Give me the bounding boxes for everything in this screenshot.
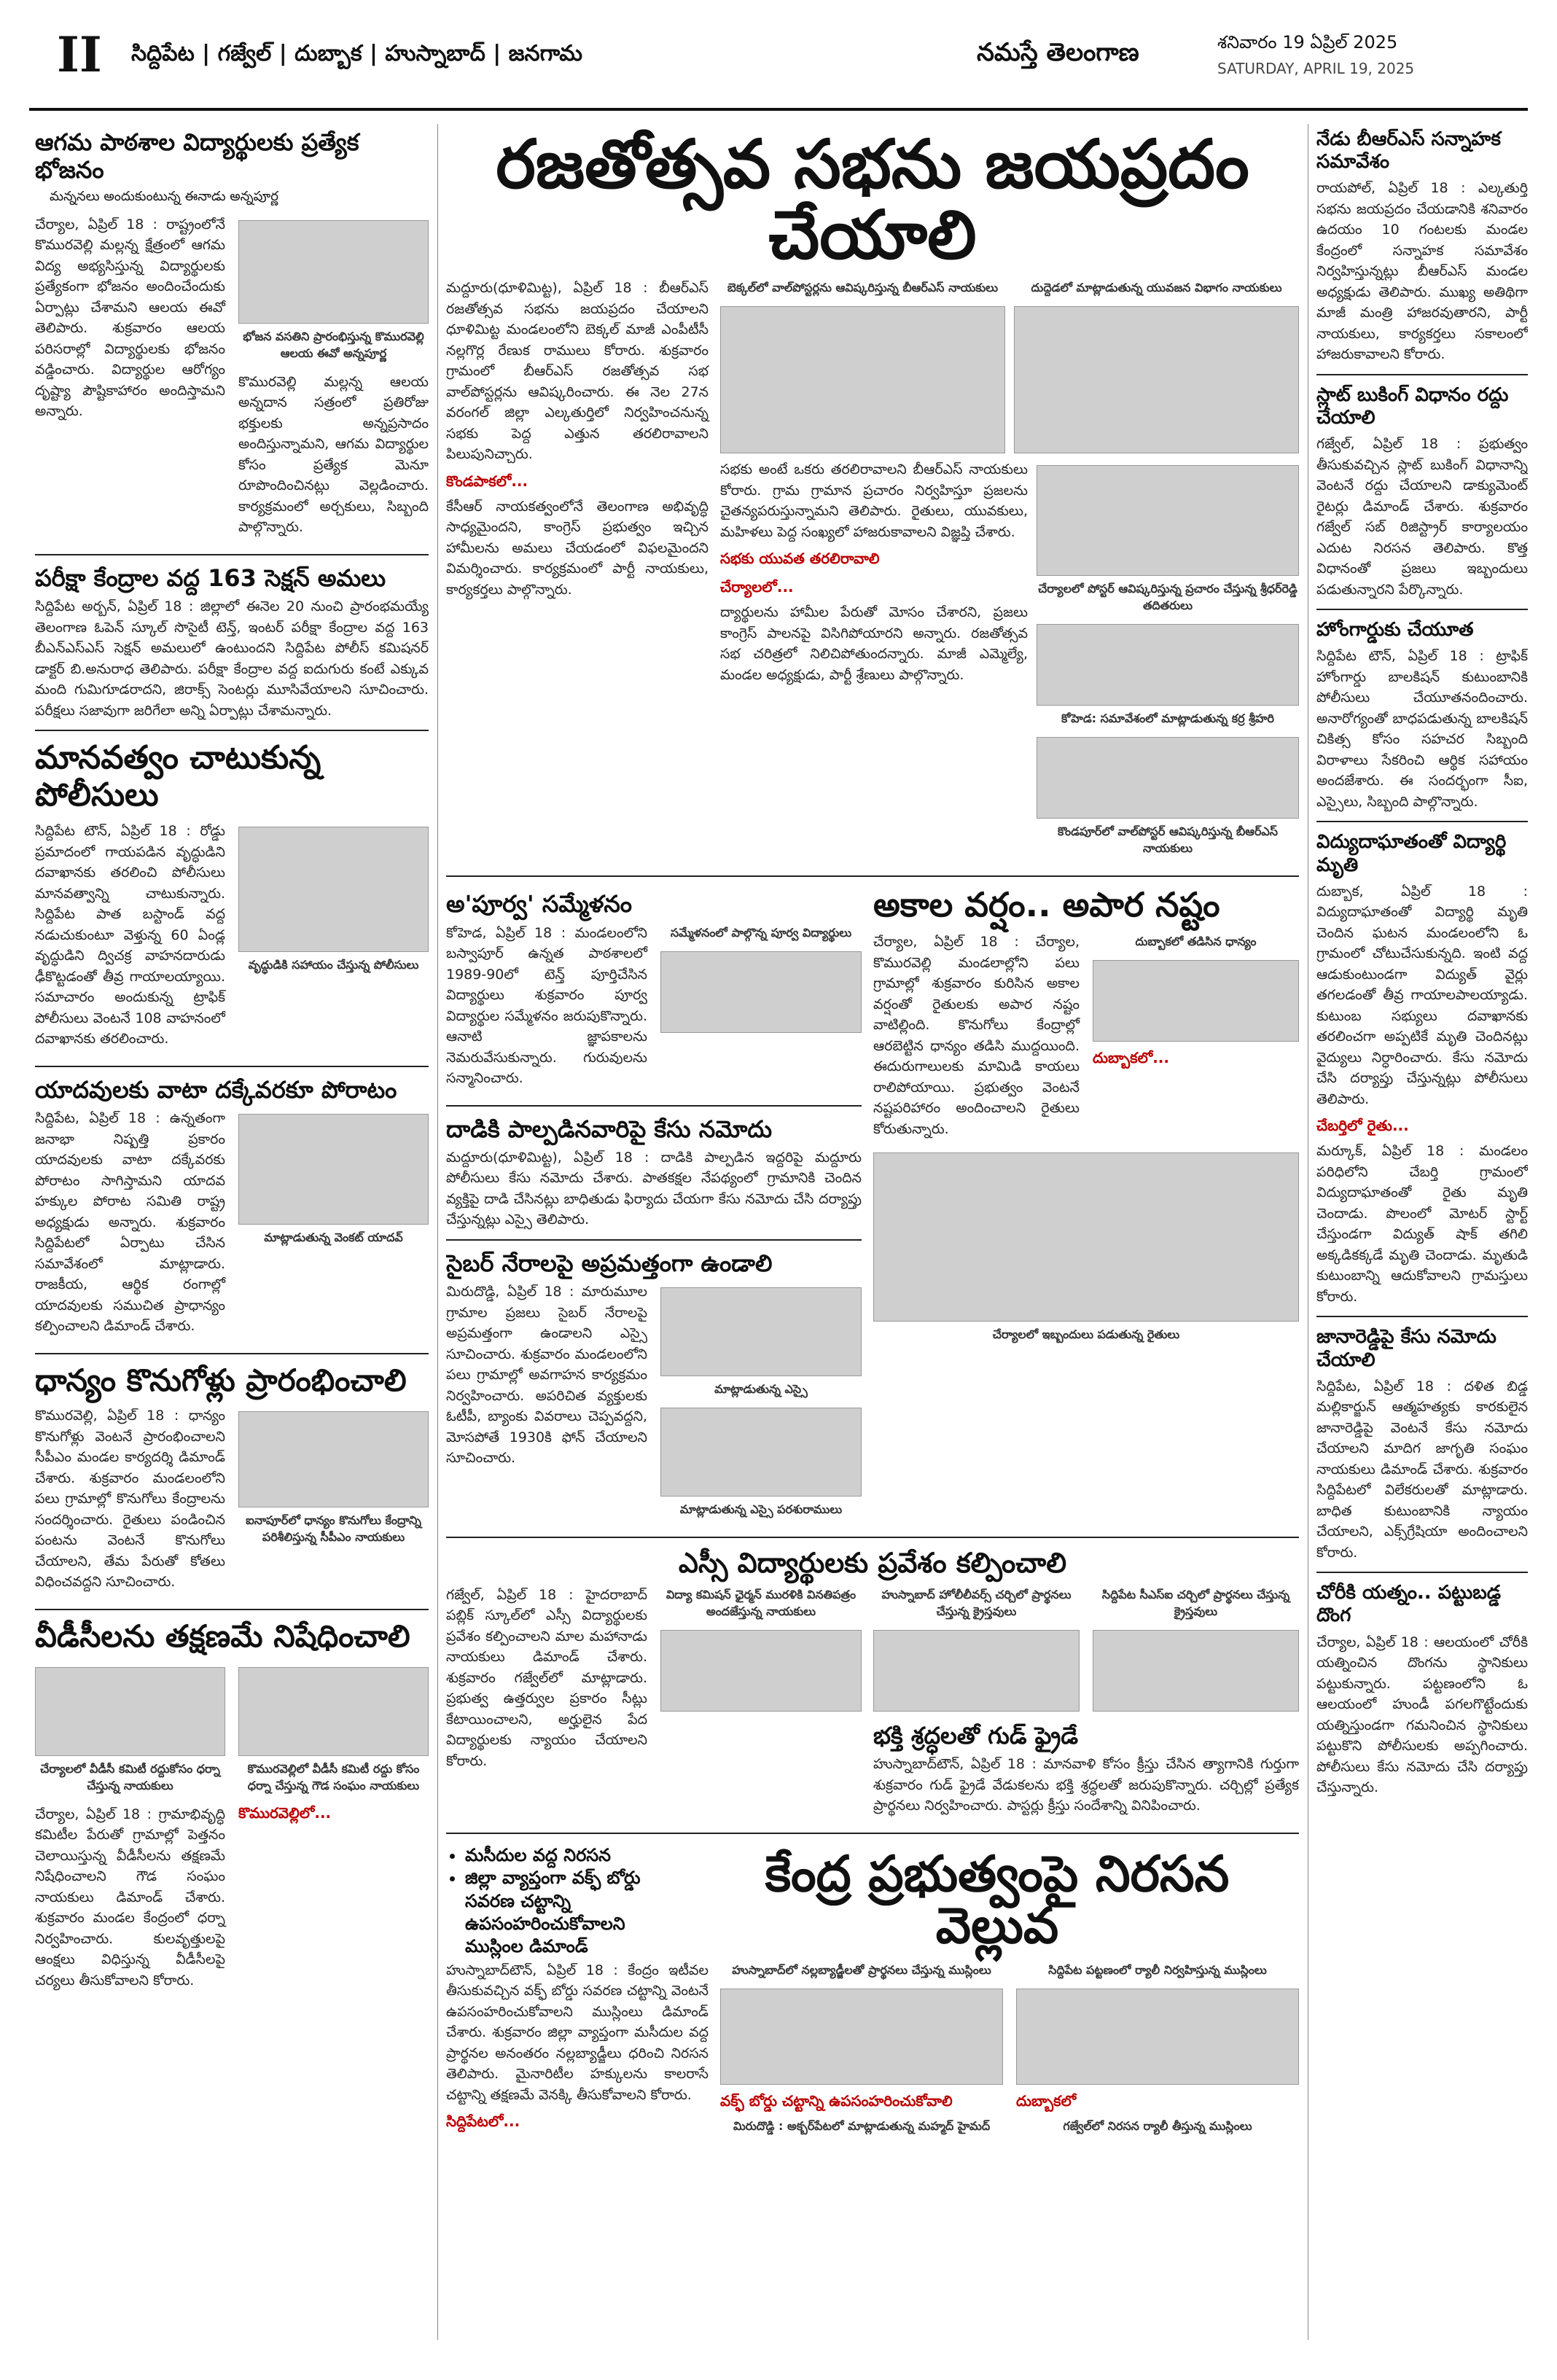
article-sc-students [446,1547,1299,1580]
photo [660,1408,862,1497]
deck-bullet: • మసీదుల వద్ద నిరసన [465,1844,684,1867]
article-text: గజ్వేల్, ఏప్రిల్ 18 : ప్రభుత్వం తీసుకువచ్చిన స్లాట్ బుకింగ్ విధానాన్ని వెంటనే రద్దు చేయాలని డాక్యుమెంట్ రైటర్లు డిమాండ్ చేశారు. శుక్రవారం గజ్వేల్ సబ్ రిజిస్ట్రార్ కార్యాలయం ఎదుట నిరసన తెలిపారు. కొత్త విధానంతో ప్రజలు ఇబ్బందులు పడుతున్నారని పేర్కొన్నారు. [1316,436,1528,598]
date-telugu: శనివారం 19 ఏప్రిల్ 2025 [1217,32,1398,52]
article-good-friday [873,1585,1299,1817]
article-exam-centres [35,564,429,721]
photo-caption: చేర్యాలలో వీడీసీ కమిటీ రద్దుకోసం ధర్నా చేస్తున్న నాయకులు [40,1761,220,1792]
headline: యాదవులకు వాటా దక్కేవరకూ పోరాటం [35,1075,397,1104]
photo [1037,737,1299,819]
middle-column [446,124,1299,2347]
photo [238,220,429,324]
article-text: రాయపోల్, ఏప్రిల్ 18 : ఎల్కతుర్తి సభను జయప్రదం చేయడానికి శనివారం ఉదయం 10 గంటలకు మండల కేంద్రంలో సన్నాహక సమావేశం నిర్వహిస్తున్నట్లు బీఆర్ఎస్ మండల అధ్యక్షుడు తెలిపారు. ముఖ్య అతిథిగా మాజీ మంత్రి హాజరవుతారని, పార్టీ నాయకులు, కార్యకర్తలు సకాలంలో హాజరుకావాలని కోరారు. [1316,180,1528,363]
headline: స్లాట్ బుకింగ్ విధానం రద్దు చేయాలి [1316,383,1509,429]
article-reunion [446,890,862,1096]
subhead: చేర్యాలలో... [720,578,794,596]
photo-caption: మిరుదొడ్డి : అక్బర్‌పేటలో మాట్లాడుతున్న మహ్మద్ హైమద్ [733,2118,991,2133]
article-text: సిద్దిపేట అర్బన్, ఏప్రిల్ 18 : జిల్లాలో ఈనెల 20 నుంచి ప్రారంభమయ్యే తెలంగాణ ఓపెన్ స్కూల్ సొసైటీ టెన్త్, ఇంటర్ పరీక్షా కేంద్రాల వద్ద 163 బీఎన్ఎస్ఎస్ సెక్షన్ అమలులో ఉంటుందని సిద్దిపేట పోలీస్ కమిషనర్ డాక్టర్ బి.అనురాధ తెలిపారు. పరీక్షా కేంద్రాల వద్ద ఐదుగురు కంటే ఎక్కువ మంది గుమిగూడరాదని, జిరాక్స్ సెంటర్లు మూసివేయాలని సూచించారు. పరీక్షలు సజావుగా జరిగేలా అన్ని ఏర్పాట్లు చేశామన్నారు. [35,598,429,719]
photo-caption: మాట్లాడుతున్న ఎస్సై [714,1382,808,1397]
divider [1316,374,1528,375]
photo [873,1630,1080,1712]
photo [238,1411,429,1507]
photo [1093,960,1299,1042]
photo-caption: కొండపూర్‌లో వాల్‌పోస్టర్ ఆవిష్కరిస్తున్న బీఆర్ఎస్ నాయకులు [1057,824,1279,856]
lead-headline: రజతోత్సవ సభను జయప్రదం చేయాలి [496,125,1249,274]
divider [35,554,429,555]
photo-caption: కోహెడ: సమావేశంలో మాట్లాడుతున్న కర్ర శ్రీహరి [1061,711,1274,726]
photo-caption: బెక్కల్‌లో వాల్‌పోస్టర్లను ఆవిష్కరిస్తున్న బీఆర్ఎస్ నాయకులు [727,281,999,295]
subhead: సభకు యువత తరలిరావాలి [720,550,880,568]
photo-caption: హుస్నాబాద్‌లో నల్లబ్యాడ్జీలతో ప్రార్థనలు చేస్తున్న ముస్లింలు [732,1962,991,1977]
subhead: వక్ఫ్ బోర్డు చట్టాన్ని ఉపసంహరించుకోవాలి [720,2091,953,2110]
divider [1316,821,1528,822]
article-homeguard [1316,619,1528,812]
article-text: కొమురవెల్లి మల్లన్న ఆలయ అన్నదాన సత్రంలో ప్రతిరోజు భక్తులకు అన్నప్రసాదం అందిస్తున్నామని, ఆగమ విద్యార్థుల కోసం ప్రత్యేక మెనూ రూపొందించినట్లు వెల్లడించారు. కార్యక్రమంలో అర్చకులు, సిబ్బంది పాల్గొన్నారు. [238,373,429,536]
section-names: సిద్దిపేట | గజ్వేల్ | దుబ్బాక | హుస్నాబాద్ | జనగామ [131,41,583,66]
divider [446,1833,1299,1834]
headline: జానారెడ్డిపై కేసు నమోదు చేయాలి [1316,1326,1496,1371]
photo-caption: దుబ్బాకలో తడిసిన ధాన్యం [1135,935,1257,949]
left-column [35,124,429,2347]
photo [238,827,429,952]
newspaper-brand: నమస్తే తెలంగాణ [977,38,1139,67]
headline: సైబర్ నేరాలపై అప్రమత్తంగా ఉండాలి [446,1249,773,1277]
divider [1316,1316,1528,1317]
photo-caption: సమ్మేళనంలో పాల్గొన్న పూర్వ విద్యార్థులు [670,925,852,940]
photo [1016,1989,1299,2085]
article-text: మద్దూరు(ధూళిమిట్ట), ఏప్రిల్ 18 : దాడికి పాల్పడిన ఇద్దరిపై మద్దూరు పోలీసులు కేసు నమోదు చేశారు. పాతకక్షల నేపథ్యంలో గ్రామానికి చెందిన వ్యక్తిపై దాడి చేసినట్లు బాధితుడు ఫిర్యాదు చేయగా కేసు నమోదు చేసి దర్యాప్తు చేస్తున్నట్లు ఎస్సై తెలిపారు. [446,1149,862,1228]
headline: కేంద్ర ప్రభుత్వంపై నిరసన వెల్లువ [765,1845,1230,1956]
headline: వీడీసీలను తక్షణమే నిషేధించాలి [35,1618,410,1654]
photo-caption: మాట్లాడుతున్న ఎస్సై పరశురాములు [679,1502,843,1517]
photo-caption: సిద్దిపేట సీఎస్ఐ చర్చిలో ప్రార్థనలు చేస్తున్న క్రైస్తవులు [1101,1587,1290,1618]
divider [35,1353,429,1354]
article-vdc [35,1619,429,1999]
article-case-demand [1316,1326,1528,1563]
headline: నేడు బీఆర్ఎస్ సన్నాహక సమావేశం [1316,128,1501,173]
divider [1316,609,1528,610]
article-grain [35,1363,429,1600]
article-yadav [35,1076,429,1344]
photo [1037,465,1299,576]
photo [720,306,1005,453]
photo [1093,1630,1299,1712]
article-text: కేసీఆర్ నాయకత్వంలోనే తెలంగాణ అభివృద్ధి సాధ్యమైందని, కాంగ్రెస్ ప్రభుత్వం ఇచ్చిన హామీలను అమలు చేయడంలో విఫలమైందని విమర్శించారు. కార్యక్రమంలో పార్టీ నాయకులు, కార్యకర్తలు పాల్గొన్నారు. [446,498,709,598]
divider [35,730,429,731]
subhead: కొమురవెల్లిలో... [238,1803,332,1822]
subhead: చేబర్తిలో రైతు... [1316,1117,1409,1135]
photo-caption: కొమురవెల్లిలో వీడీసీ కమిటీ రద్దు కోసం ధర్నా చేస్తున్న గౌడ సంఘం నాయకులు [247,1761,420,1792]
photo [238,1114,429,1225]
deck-bullet: • జిల్లా వ్యాప్తంగా వక్ఫ్ బోర్డు సవరణ చట్టాన్ని ఉపసంహరించుకోవాలని ముస్లింల డిమాండ్ [465,1867,684,1958]
divider [446,1105,862,1107]
date-english: SATURDAY, APRIL 19, 2025 [1217,60,1415,77]
page-number: II [57,26,102,83]
headline: ఎస్సీ విద్యార్థులకు ప్రవేశం కల్పించాలి [678,1547,1067,1580]
photo [720,1989,1003,2085]
photo-caption: గజ్వేల్‌లో నిరసన ర్యాలీ తీస్తున్న ముస్లింలు [1063,2118,1252,2133]
divider [35,1609,429,1610]
deck-bullets [446,1844,684,1958]
divider [35,1066,429,1067]
article-cyber [446,1249,862,1528]
headline: భక్తి శ్రద్ధలతో గుడ్ ఫ్రైడే [873,1721,1079,1749]
article-text: దుబ్బాక, ఏప్రిల్ 18 : విద్యుదాఘాతంతో విద్యార్థి మృతి చెందిన ఘటన మండలంలోని ఓ గ్రామంలో చోటుచేసుకున్నది. ఇంటి వద్ద ఆడుకుంటుండగా విద్యుత్ వైర్లు తగలడంతో తీవ్ర గాయాలపాలయ్యాడు. కుటుంబ సభ్యులు దవాఖానకు తరలించగా అప్పటికే మృతి చెందినట్లు వైద్యులు నిర్ధారించారు. కేసు నమోదు చేసి దర్యాప్తు చేస్తున్నట్లు పోలీసులు తెలిపారు. [1316,883,1528,1107]
headline: అకాల వర్షం.. అపార నష్టం [873,885,1220,925]
article-text: గజ్వేల్, ఏప్రిల్ 18 : హైదరాబాద్ పబ్లిక్ స్కూల్‌లో ఎస్సీ విద్యార్థులకు ప్రవేశం కల్పించాలని మాల మహానాడు నాయకులు డిమాండ్ చేశారు. శుక్రవారం గజ్వేల్‌లో మాట్లాడారు. ప్రభుత్వ ఉత్తర్వుల ప్రకారం సీట్లు కేటాయించాలని, అర్హులైన పేద విద్యార్థులకు న్యాయం చేయాలని కోరారు. [446,1586,647,1769]
article-text: కోహెడ, ఏప్రిల్ 18 : మండలంలోని బస్వాపూర్ ఉన్నత పాఠశాలలో 1989-90లో టెన్త్ పూర్తిచేసిన విద్యార్థులు శుక్రవారం పూర్వ విద్యార్థుల సమ్మేళనం జరుపుకొన్నారు. ఆనాటి జ్ఞాపకాలను నెమరువేసుకున్నారు. గురువులను సన్మానించారు. [446,924,647,1087]
photo [238,1667,429,1756]
photo-caption: చేర్యాలలో పోస్టర్ ఆవిష్కరిస్తున్న ప్రచారం చేస్తున్న శ్రీధర్‌రెడ్డి తదితరులు [1038,582,1298,613]
masthead-rule [29,108,1528,111]
article-text: కొమురవెల్లి, ఏప్రిల్ 18 : ధాన్యం కొనుగోళ్లు వెంటనే ప్రారంభించాలని సీపీఎం మండల కార్యదర్శి డిమాండ్ చేశారు. శుక్రవారం మండలంలోని పలు గ్రామాల్లో కొనుగోలు కేంద్రాలను సందర్శించారు. రైతులు పండించిన పంటను వెంటనే కొనుగోలు చేయాలని, తేమ పేరుతో కోతలు విధించవద్దని సూచించారు. [35,1408,225,1591]
headline: దాడికి పాల్పడినవారిపై కేసు నమోదు [446,1115,773,1143]
article-text: చేర్యాల, ఏప్రిల్ 18 : ఆలయంలో చోరీకి యత్నించిన దొంగను స్థానికులు పట్టుకున్నారు. పట్టణంలోని ఓ ఆలయంలో హుండీ పగలగొట్టేందుకు యత్నిస్తుండగా గమనించిన స్థానికులు పట్టుకొని పోలీసులకు అప్పగించారు. పోలీసులు కేసు నమోదు చేసి దర్యాప్తు చేస్తున్నారు. [1316,1634,1528,1796]
headline: మానవత్వం చాటుకున్న పోలీసులు [35,739,321,814]
photo-caption: దుద్దెడలో మాట్లాడుతున్న యువజన విభాగం నాయకులు [1031,281,1282,295]
photo [1037,624,1299,706]
photo [660,1630,862,1712]
photo-caption: ఐనాపూర్‌లో ధాన్యం కొనుగోలు కేంద్రాన్ని పరిశీలిస్తున్న సీపీఎం నాయకులు [246,1513,421,1545]
subhead: సిద్దిపేటలో... [446,2112,520,2131]
article-text: చేర్యాల, ఏప్రిల్ 18 : గ్రామాభివృద్ధి కమిటీల పేరుతో గ్రామాల్లో పెత్తనం చెలాయిస్తున్న వీడీసీలను తక్షణమే నిషేధించాలని గౌడ సంఘం నాయకులు డిమాండ్ చేశారు. శుక్రవారం మండల కేంద్రంలో ధర్నా నిర్వహించారు. కులవృత్తులపై ఆంక్షలు విధిస్తున్న వీడీసీలపై చర్యలు తీసుకోవాలని కోరారు. [35,1806,225,1989]
right-column [1316,124,1528,2347]
divider [1316,1572,1528,1573]
divider [446,1537,1299,1538]
photo-caption: సిద్దిపేట పట్టణంలో ర్యాలీ నిర్వహిస్తున్న ముస్లింలు [1048,1962,1267,1977]
photo [1014,306,1299,453]
photo-caption: హుస్నాబాద్ హోలీలీవర్స్ చర్చిలో ప్రార్థనలు చేస్తున్న క్రైస్తవులు [881,1587,1072,1618]
article-police [35,740,429,1057]
article-text: హుస్నాబాద్‌టౌన్, ఏప్రిల్ 18 : మానవాళి కోసం క్రీస్తు చేసిన త్యాగానికి గుర్తుగా శుక్రవారం గుడ్ ఫ్రైడే వేడుకలను భక్తి శ్రద్ధలతో జరుపుకొన్నారు. చర్చిల్లో ప్రత్యేక ప్రార్థనలు నిర్వహించారు. పాస్టర్లు క్రీస్తు సందేశాన్ని వినిపించారు. [873,1756,1299,1814]
article-slot-booking [1316,384,1528,600]
headline: పరీక్షా కేంద్రాల వద్ద 163 సెక్షన్ అమలు [35,563,386,592]
subhead: దుబ్బాకలో... [1093,1049,1169,1067]
column-divider [437,124,438,2340]
article-attack-case [446,1115,862,1230]
photo-caption: మాట్లాడుతున్న వెంకట్ యాదవ్ [264,1230,403,1245]
photo [660,951,862,1033]
article-theft [1316,1582,1528,1798]
article-text: సిద్దిపేట, ఏప్రిల్ 18 : దళిత బిడ్డ మల్లికార్జున్ ఆత్మహత్యకు కారకులైన జానారెడ్డిపై వెంటనే కేసు నమోదు చేయాలని మాదిగ జాగృతి సంఘం నాయకులు డిమాండ్ చేశారు. శుక్రవారం సిద్దిపేటలో విలేకరులతో మాట్లాడారు. బాధిత కుటుంబానికి న్యాయం చేయాలని, ఎక్స్‌గ్రేషియా అందించాలని కోరారు. [1316,1378,1528,1561]
photo-caption: వృద్ధుడికి సహాయం చేస్తున్న పోలీసులు [248,958,419,972]
photo [873,1152,1299,1322]
subhead: దుబ్బాకలో [1016,2091,1077,2110]
photo-caption: విద్యా కమిషన్ ఛైర్మన్ మురళికి వినతిపత్రం అందజేస్తున్న నాయకులు [666,1587,856,1618]
article-text: ద్యార్థులను హామీల పేరుతో మోసం చేశారని, ప్రజలు కాంగ్రెస్ పాలనపై విసిగిపోయారని అన్నారు. రజతోత్సవ సభ చరిత్రలో నిలిచిపోతుందన్నారు. మాజీ ఎమ్మెల్యే, మండల అధ్యక్షుడు, పార్టీ శ్రేణులు పాల్గొన్నారు. [720,604,1028,683]
photo [35,1667,225,1756]
article-text: సభకు అంటే ఒకరు తరలిరావాలని బీఆర్ఎస్ నాయకులు కోరారు. గ్రామ గ్రామాన ప్రచారం నిర్వహిస్తూ ప్రజలను చైతన్యపరుస్తున్నామని తెలిపారు. రైతులు, యువకులు, మహిళలు పెద్ద సంఖ్యలో హాజరుకావాలని విజ్ఞప్తి చేశారు. [720,461,1028,540]
article-brs-meeting [1316,128,1528,365]
article-text: హుస్నాబాద్‌టౌన్, ఏప్రిల్ 18 : కేంద్రం ఇటీవల తీసుకువచ్చిన వక్ఫ్ బోర్డు సవరణ చట్టాన్ని వెంటనే ఉపసంహరించుకోవాలని ముస్లింలు డిమాండ్ చేశారు. శుక్రవారం జిల్లా వ్యాప్తంగా మసీదుల వద్ద ప్రార్థనల అనంతరం నల్లబ్యాడ్జీలు ధరించి నిరసన తెలిపారు. మైనారిటీల హక్కులను కాలరాసే చట్టాన్ని తక్షణమే వెనక్కి తీసుకోవాలని కోరారు. [446,1962,709,2103]
article-text: చేర్యాల, ఏప్రిల్ 18 : రాష్ట్రంలోనే కొమురవెల్లి మల్లన్న క్షేత్రంలో ఆగమ విద్య అభ్యసిస్తున్న విద్యార్థులకు ప్రత్యేకంగా భోజనం అందించేందుకు ఏర్పాట్లు చేశామని ఆలయ ఈవో తెలిపారు. శుక్రవారం ఆలయ పరిసరాల్లో విద్యార్థులకు భోజనం వడ్డించారు. విద్యార్థుల ఆరోగ్యం దృష్ట్యా పౌష్టికాహారం అందిస్తామని అన్నారు. [35,216,225,420]
article-text: మిరుదొడ్డి, ఏప్రిల్ 18 : మారుమూల గ్రామాల ప్రజలు సైబర్ నేరాలపై అప్రమత్తంగా ఉండాలని ఎస్సై సూచించారు. శుక్రవారం మండలంలోని పలు గ్రామాల్లో అవగాహన కార్యక్రమం నిర్వహించారు. అపరిచిత వ్యక్తులకు ఓటీపీ, బ్యాంకు వివరాలు చెప్పవద్దని, మోసపోతే 1930కి ఫోన్ చేయాలని సూచించారు. [446,1284,647,1467]
photo-caption: భోజన వసతిని ప్రారంభిస్తున్న కొమురవెల్లి ఆలయ ఈవో అన్నపూర్ణ [243,329,424,360]
headline: విద్యుదాఘాతంతో విద్యార్థి మృతి [1316,831,1507,876]
article-rain [873,886,1299,1344]
byline: మన్ననలు అందుకుంటున్న ఈనాడు అన్నపూర్ణ [50,188,278,204]
lead-article [446,125,1299,867]
article-text: చేర్యాల, ఏప్రిల్ 18 : చేర్యాల, కొమురవెల్లి మండలాల్లోని పలు గ్రామాల్లో శుక్రవారం కురిసిన అకాల వర్షంతో రైతులకు అపార నష్టం వాటిల్లింది. కొనుగోలు కేంద్రాల్లో ఆరబెట్టిన ధాన్యం తడిసి ముద్దయింది. ఈదురుగాలులకు మామిడి కాయలు రాలిపోయాయి. ప్రభుత్వం వెంటనే నష్టపరిహారం అందించాలని రైతులు కోరుతున్నారు. [873,934,1080,1137]
divider [446,1239,862,1241]
article-agama [35,128,429,545]
headline: ఆగమ పాఠశాల విద్యార్థులకు ప్రత్యేక భోజనం [35,128,359,184]
photo-caption: చేర్యాలలో ఇబ్బందులు పడుతున్న రైతులు [992,1327,1180,1342]
masthead [29,22,1528,109]
article-electrocution [1316,831,1528,1307]
headline: అ'పూర్వ' సమ్మేళనం [446,890,633,918]
divider [446,875,1299,877]
article-text: మద్దూరు(ధూళిమిట్ట), ఏప్రిల్ 18 : బీఆర్ఎస్ రజతోత్సవ సభను జయప్రదం చేయాలని ధూళిమిట్ట మండలంలోని బెక్కల్ మాజీ ఎంపీటీసీ నల్లగొర్ల రేణుక రాములు కోరారు. శుక్రవారం గ్రామంలో బీఆర్ఎస్ రజతోత్సవ సభ వాల్‌పోస్టర్లను ఆవిష్కరించారు. ఈ నెల 27న వరంగల్ జిల్లా ఎల్కతుర్తిలో నిర్వహించనున్న సభకు పెద్ద ఎత్తున తరలిరావాలని పిలుపునిచ్చారు. [446,280,709,463]
headline: ధాన్యం కొనుగోళ్లు ప్రారంభించాలి [35,1362,407,1398]
headline: హోంగార్డుకు చేయూత [1316,619,1474,641]
article-waqf-protest [446,1843,1299,2145]
article-text: సిద్దిపేట టౌన్, ఏప్రిల్ 18 : ట్రాఫిక్ హోంగార్డు బాలకిషన్ కుటుంబానికి పోలీసులు చేయూతనందించారు. అనారోగ్యంతో బాధపడుతున్న బాలకిషన్ చికిత్స కోసం సహచర సిబ్బంది విరాళాలు సేకరించి ఆర్థిక సహాయం అందజేశారు. ఈ సందర్భంగా సీఐ, ఎస్సైలు, సిబ్బంది పాల్గొన్నారు. [1316,648,1528,810]
article-text: మర్కూక్, ఏప్రిల్ 18 : మండలం పరిధిలోని చేబర్తి గ్రామంలో విద్యుదాఘాతంతో రైతు మృతి చెందాడు. పొలంలో మోటర్ స్టార్ట్ చేస్తుండగా విద్యుత్ షాక్ తగిలి అక్కడికక్కడే మృతి చెందాడు. మృతుడి కుటుంబాన్ని ఆదుకోవాలని గ్రామస్తులు కోరారు. [1316,1143,1528,1305]
article-text: సిద్దిపేట, ఏప్రిల్ 18 : ఉన్నతంగా జనాభా నిష్పత్తి ప్రకారం యాదవులకు వాటా దక్కేవరకు పోరాటం సాగిస్తామని యాదవ హక్కుల పోరాట సమితి రాష్ట్ర అధ్యక్షుడు అన్నారు. శుక్రవారం సిద్దిపేటలో ఏర్పాటు చేసిన సమావేశంలో మాట్లాడారు. రాజకీయ, ఆర్థిక రంగాల్లో యాదవులకు సముచిత ప్రాధాన్యం కల్పించాలని డిమాండ్ చేశారు. [35,1110,225,1335]
article-text: సిద్దిపేట టౌన్, ఏప్రిల్ 18 : రోడ్డు ప్రమాదంలో గాయపడిన వృద్ధుడిని దవాఖానకు తరలించి పోలీసులు మానవత్వాన్ని చాటుకున్నారు. సిద్దిపేట పాత బస్టాండ్ వద్ద నడుచుకుంటూ వెళ్తున్న 60 ఏండ్ల వృద్ధుడిని ద్విచక్ర వాహనదారుడు ఢీకొట్టడంతో తీవ్ర గాయాలయ్యాయి. సమాచారం అందుకున్న ట్రాఫిక్ పోలీసులు వెంటనే 108 వాహనంలో దవాఖానకు తరలించారు. [35,823,225,1047]
photo [660,1287,862,1376]
headline: చోరీకి యత్నం.. పట్టుబడ్డ దొంగ [1316,1582,1502,1627]
subhead: కొండపాకలో... [446,472,528,490]
